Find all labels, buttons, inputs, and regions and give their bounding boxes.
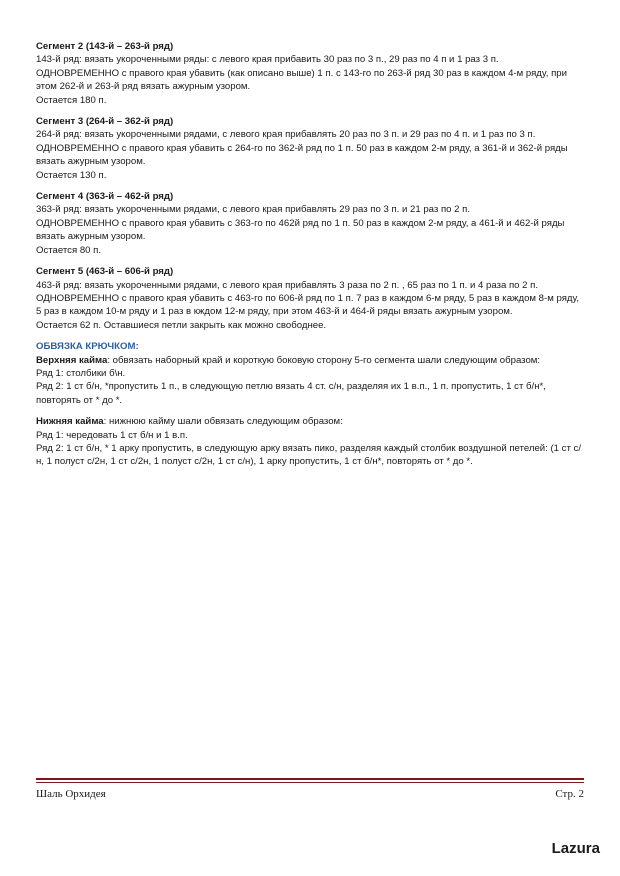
segment-text: Остается 180 п. [36,94,107,106]
segment-2 [36,40,584,107]
segment-text: ОДНОВРЕМЕННО с правого края убавить (как описано выше) 1 п. с 143-го по 263-й ряд 30 раз в каждом 4-м ряду, при этом 262-й и 263-й ряд вязать ажурным узором. [36,67,567,93]
segment-title: Сегмент 4 (363-й – 462-й ряд) [36,191,174,203]
segment-title: Сегмент 3 (264-й – 362-й ряд) [36,116,174,128]
crochet-section [36,340,584,407]
segment-title: Сегмент 5 (463-й – 606-й ряд) [36,266,174,278]
lower-border-label: Нижняя кайма [36,416,104,428]
footer-document-title: Шаль Орхидея [36,788,106,800]
upper-border-text: : обвязать наборный край и короткую боковую сторону 5-го сегмента шали следующим образом: [107,354,541,366]
segment-text: 143-й ряд: вязать укороченными ряды: с левого края прибавить 30 раз по 3 п., 29 раз по 4 п и 1 раз 3 п. [36,54,499,66]
lower-border-intro [36,415,584,428]
segment-text: 363-й ряд: вязать укороченными рядами, с левого края прибавлять 29 раз по 3 п. и 21 раз по 2 п. [36,204,471,216]
crochet-title: ОБВЯЗКА КРЮЧКОМ: [36,341,139,353]
segment-text: Остается 62 п. Оставшиеся петли закрыть как можно свободнее. [36,319,327,331]
lower-border-text: : нижнюю кайму шали обвязать следующим образом: [103,416,343,428]
segment-5 [36,265,584,332]
segment-4 [36,190,584,257]
lower-border-row: Ряд 2: 1 ст б/н, * 1 арку пропустить, в следующую арку вязать пико, разделяя каждый столбик воздушной петелей: (1 ст с/н, 1 полуст с/2н, 1 ст с/2н, 1 полуст с/2н, 1 ст с/н), 1 арку пропустить, 1 ст б/н*, повторять от * до *. [36,442,582,468]
lower-border-row: Ряд 1: чередовать 1 ст б/н и 1 в.п. [36,429,188,441]
segment-3 [36,115,584,182]
document-body [36,40,584,477]
segment-title: Сегмент 2 (143-й – 263-й ряд) [36,41,174,52]
segment-text: ОДНОВРЕМЕННО с правого края убавить с 363-го по 462й ряд по 1 п. 50 раз в каждом 2-м ряду, а 461-й и 462-й ряды вязать ажурным узором. [36,217,565,243]
footer-divider [36,778,584,780]
footer-divider-thin [36,782,584,783]
upper-border-row: Ряд 1: столбики б\н. [36,367,126,379]
footer-page-number: Стр. 2 [555,788,584,800]
segment-text: Остается 130 п. [36,169,107,181]
lower-border-section [36,415,584,469]
segment-text: Остается 80 п. [36,244,102,256]
upper-border-intro [36,354,584,367]
watermark: Lazura [551,840,600,857]
upper-border-row: Ряд 2: 1 ст б/н, *пропустить 1 п., в следующую петлю вязать 4 ст. с/н, разделяя их 1 в.п., 1 п. пропустить, 1 ст б/н*, повторять от * до *. [36,381,546,406]
segment-text: 264-й ряд: вязать укороченными рядами, с левого края прибавлять 20 раз по 3 п. и 29 раз по 4 п. и 1 раз по 3 п. ОДНОВРЕМЕННО с правого края убавить с 264-го по 362-й ряд по 1 п. 50 раз в каждом 2-м ряду, а 361-й и 362-й ряды вязать ажурным узором. [36,129,568,168]
segment-text: 463-й ряд: вязать укороченными рядами, с левого края прибавлять 3 раза по 2 п. , 65 раз по 1 п. и 4 раза по 2 п. ОДНОВРЕМЕННО с правого края убавить с 463-го по 606-й ряд по 1 п. 7 раз в каждом 6-м ряду, 5 раз в каждом 8-м ряду, 5 раз в каждом 10-м ряду и 1 раз в кждом 12-м ряду, при этом 463-й и 464-й ряды вязать ажурным узором. [36,279,579,318]
upper-border-label: Верхняя кайма [36,354,108,366]
